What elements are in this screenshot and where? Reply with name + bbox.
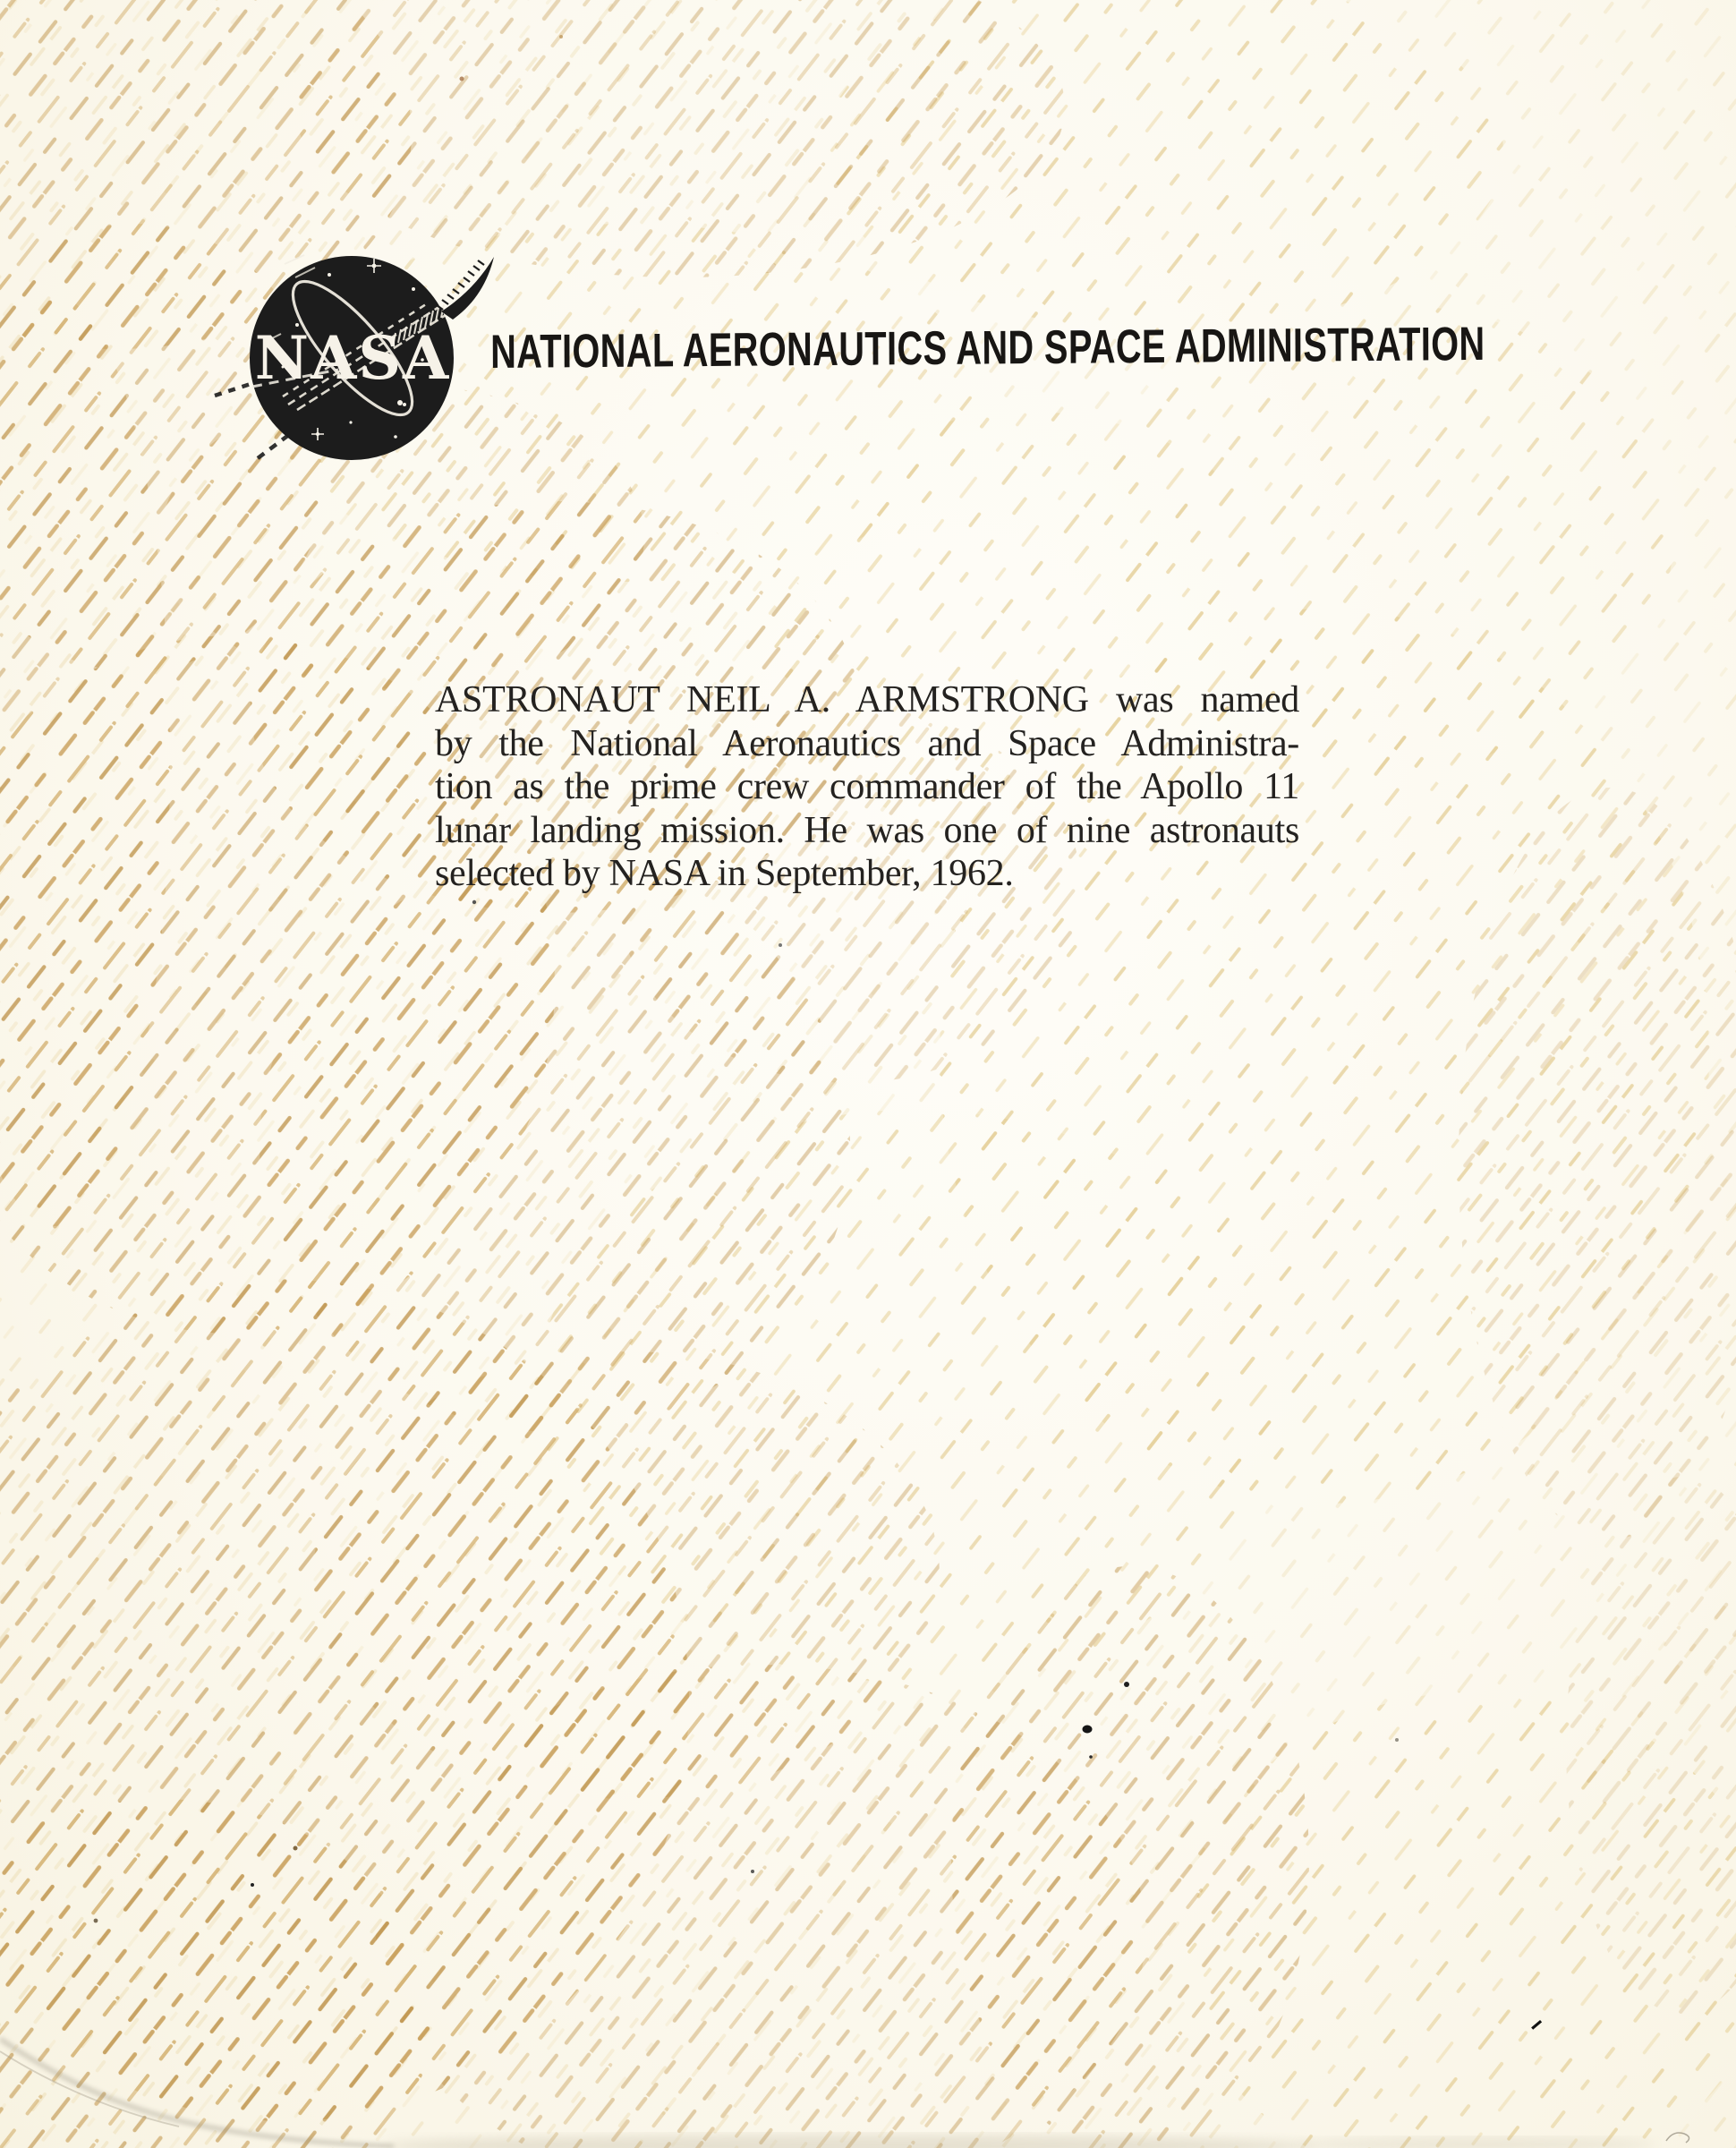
nasa-meatball-logo: [206, 233, 510, 501]
agency-name-heading: NATIONAL AERONAUTICS AND SPACE ADMINISTRATION: [489, 317, 1485, 379]
paragraph-line: by the National Aeronautics and Space Administra-: [435, 722, 1299, 764]
paragraph-line: ASTRONAUT NEIL A. ARMSTRONG was named: [435, 679, 1299, 720]
paragraph-line: tion as the prime crew commander of the Apollo 11: [435, 766, 1299, 807]
paragraph-line: lunar landing mission. He was one of nine astronauts: [435, 809, 1299, 851]
press-release-paragraph: [435, 678, 1299, 896]
wing-tip-icon: [441, 257, 494, 320]
paragraph-line: selected by NASA in September, 1962.: [435, 853, 1014, 894]
nasa-logo-letters: NASA: [254, 323, 451, 393]
